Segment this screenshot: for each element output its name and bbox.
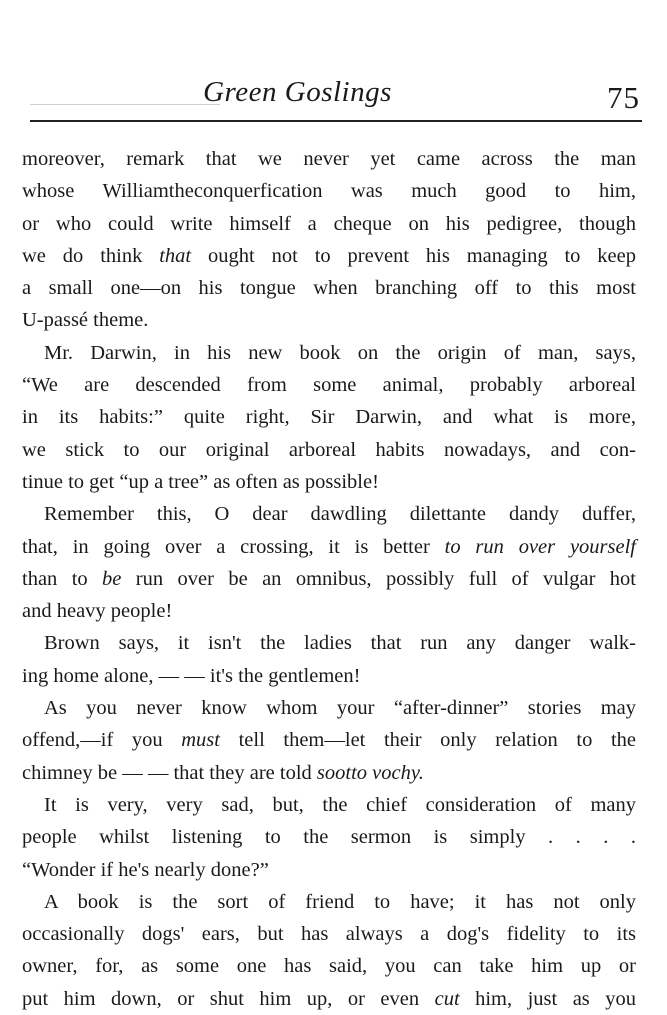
text-line: whose Williamtheconquerfication was much good to him, [22, 180, 636, 203]
text-line: offend,—if you must tell them—let their only relation to the [22, 729, 637, 752]
text-line: Remember this, O dear dawdling dilettante dandy duffer, [44, 503, 636, 526]
text-line: we stick to our original arboreal habits nowadays, and con- [22, 438, 636, 461]
text-line: moreover, remark that we never yet came across the man [22, 148, 636, 170]
text-line: tinue to get “up a tree” as often as possible! [22, 470, 379, 493]
text-line: that, in going over a crossing, it is better to run over yourself [22, 535, 636, 558]
running-head: Green Goslings [203, 76, 392, 108]
page-number: 75 [607, 80, 640, 115]
italic-text: must [181, 729, 220, 752]
text-line: we do think that ought not to prevent his managing to keep [22, 244, 637, 267]
page-header [30, 74, 642, 126]
text-line: people whilst listening to the sermon is simply . . . . [22, 826, 636, 849]
text-line: in its habits:” quite right, Sir Darwin, and what is more, [22, 406, 636, 429]
text-line: A book is the sort of friend to have; it has not only [44, 890, 636, 913]
text-line: It is very, very sad, but, the chief consideration of many [44, 793, 636, 816]
italic-text: sootto vochy. [316, 761, 424, 784]
body-text [22, 143, 636, 1015]
text-line: put him down, or shut him up, or even cut him, just as you [22, 987, 637, 1010]
text-line: ing home alone, — — it's the gentlemen! [22, 664, 361, 687]
text-line: occasionally dogs' ears, but has always a dog's fidelity to its [22, 923, 636, 946]
text-line: Mr. Darwin, in his new book on the origin of man, says, [44, 341, 636, 364]
italic-text: that [159, 244, 192, 267]
text-line: “Wonder if he's nearly done?” [22, 858, 269, 881]
header-rule [30, 120, 642, 122]
text-line: than to be run over be an omnibus, possibly full of vulgar hot [22, 567, 636, 590]
text-line: As you never know whom your “after-dinner” stories may [44, 697, 636, 720]
text-line: U-passé theme. [22, 309, 149, 332]
text-line: “We are descended from some animal, probably arboreal [22, 374, 636, 397]
text-line: owner, for, as some one has said, you can take him up or [22, 955, 636, 978]
text-line: a small one—on his tongue when branching off to this most [22, 277, 636, 300]
text-line: and heavy people! [22, 600, 173, 623]
text-line: or who could write himself a cheque on his pedigree, though [22, 212, 636, 235]
italic-text: be [102, 567, 122, 590]
italic-text: cut [434, 987, 460, 1010]
italic-text: to run over yourself [444, 535, 636, 558]
text-line: Brown says, it isn't the ladies that run any danger walk- [44, 632, 636, 655]
text-line: chimney be — — that they are told sootto vochy. [22, 761, 424, 784]
